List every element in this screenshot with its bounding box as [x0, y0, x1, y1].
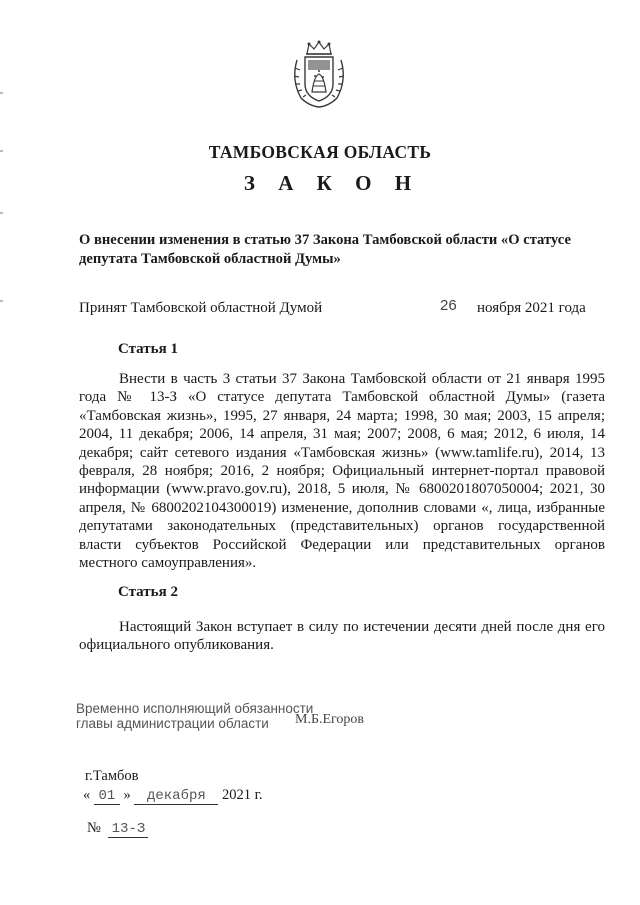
document-type: З А К О Н — [243, 171, 421, 195]
scan-edge-mark — [0, 150, 3, 152]
number-value: 13-З — [108, 821, 148, 838]
signing-city: г.Тамбов — [85, 768, 139, 784]
signatory-position-line1: Временно исполняющий обязанности — [76, 701, 314, 716]
signatory-position-line2: главы администрации области — [76, 716, 269, 731]
adoption-label: Принят Тамбовской областной Думой — [79, 300, 323, 316]
number-label: № — [87, 820, 101, 836]
tambov-coat-of-arms-emblem — [287, 40, 351, 108]
scan-edge-mark — [0, 92, 3, 94]
article-2-heading: Статья 2 — [118, 584, 178, 600]
article-2-body: Настоящий Закон вступает в силу по истечении десяти дней после дня его официального опубликования. — [79, 619, 605, 654]
article-1-heading: Статья 1 — [118, 341, 178, 357]
law-number — [87, 820, 148, 838]
date-day: 01 — [94, 788, 120, 805]
article-2-text — [79, 618, 605, 655]
date-month: декабря — [134, 788, 218, 805]
adoption-day: 26 — [440, 297, 457, 314]
scan-edge-mark — [0, 212, 3, 214]
article-1-body: Внести в часть 3 статьи 37 Закона Тамбовской области от 21 января 1995 года № 13-З «О статусе депутата Тамбовской областной Думы» (газета «Тамбовская жизнь», 1995, 27 января, 24 марта; 1998, 30 мая; 2003, 15 апреля; 2004, 11 декабря; 2006, 14 апреля, 31 мая; 2007; 2008, 6 мая; 2012, 6 июля, 14 декабря; сайт сетевого издания «Тамбовская жизнь» (www.tamlife.ru), 2014, 13 февраля, 28 ноября; 2016, 2 ноября; Официальный интернет-портал правовой информации (www.pravo.gov.ru), 2018, 5 июля, № 6800201807050004; 2021, 30 апреля, № 6800202104300019) изменение, дополнив словами «, лица, избранные депутатами законодательных (представительных) органов государственной власти субъектов Российской Федерации или представительных органов местного самоуправления». — [79, 371, 605, 572]
scan-edge-mark — [0, 300, 3, 302]
date-open-quote: « — [83, 787, 91, 803]
signing-date — [83, 787, 263, 805]
adoption-month-year: ноября 2021 года — [477, 300, 586, 316]
law-title: О внесении изменения в статью 37 Закона Тамбовской области «О статусе депутата Тамбовской областной Думы» — [79, 232, 571, 267]
article-1-text — [79, 370, 605, 572]
date-year: 2021 г. — [222, 787, 263, 803]
signatory-name: М.Б.Егоров — [295, 712, 365, 727]
signatory-position — [76, 701, 313, 731]
date-close-quote: » — [123, 787, 131, 803]
region-name: ТАМБОВСКАЯ ОБЛАСТЬ — [208, 142, 432, 162]
